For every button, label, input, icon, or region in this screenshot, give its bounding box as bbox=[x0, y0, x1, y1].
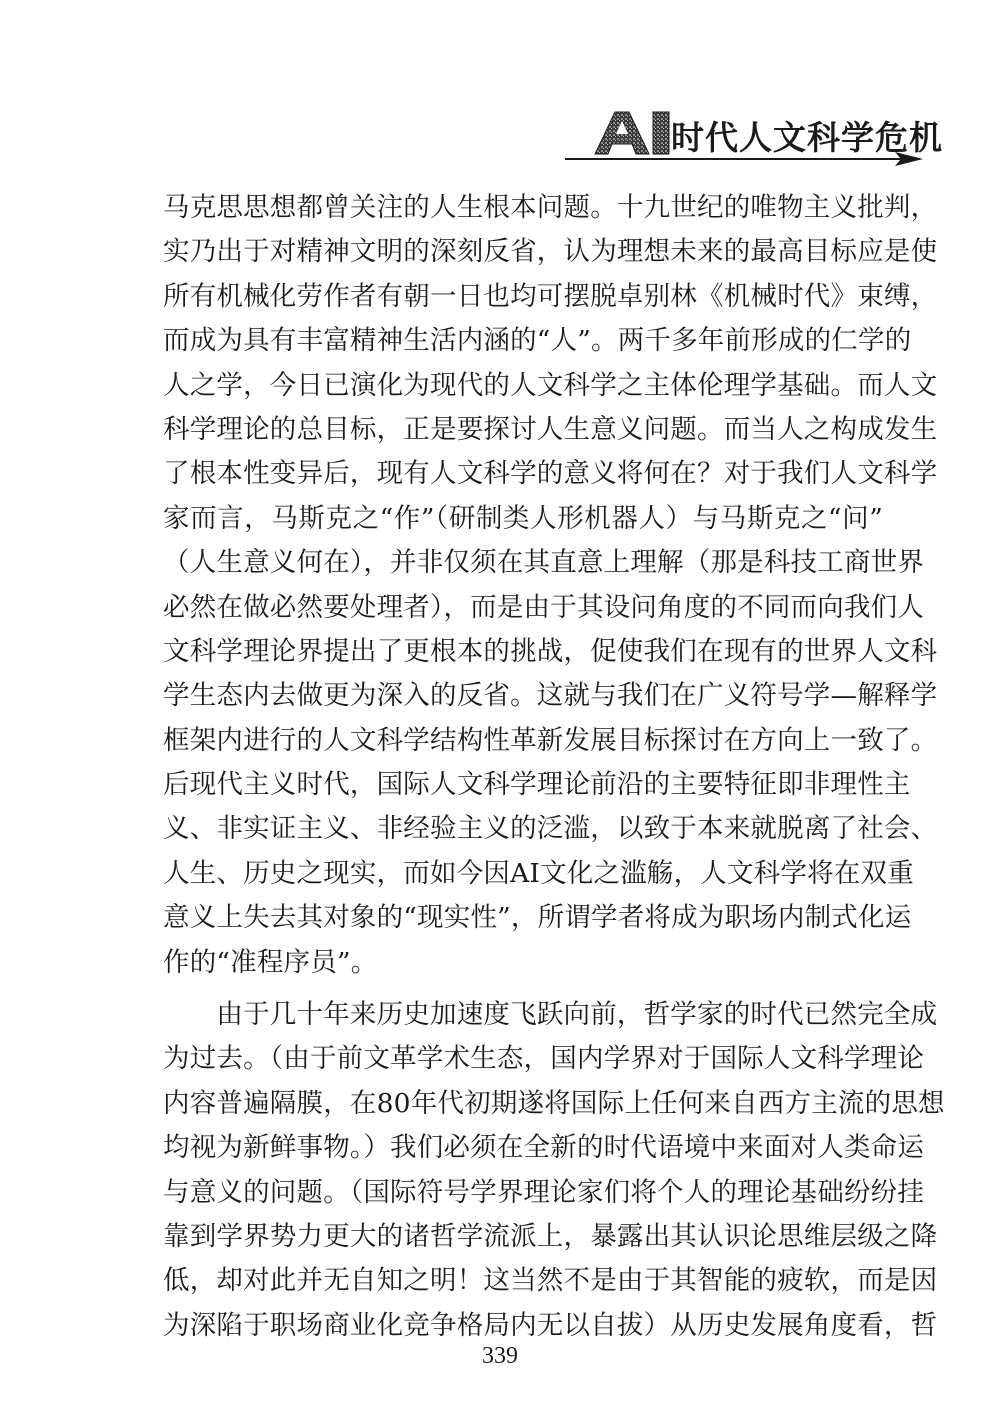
text-line: 科学理论的总目标，正是要探讨人生意义问题。而当人之构成发生 bbox=[163, 413, 938, 445]
text-line: 而成为具有丰富精神生活内涵的“人”。两千多年前形成的仁学的 bbox=[163, 325, 912, 357]
text-line: 文科学理论界提出了更根本的挑战，促使我们在现有的世界人文科 bbox=[163, 635, 938, 667]
text-line: 必然在做必然要处理者），而是由于其设问角度的不同而向我们人 bbox=[163, 591, 925, 623]
text-line: 实乃出于对精神文明的深刻反省，认为理想未来的最高目标应是使 bbox=[163, 236, 938, 268]
text-line: 后现代主义时代，国际人文科学理论前沿的主要特征即非理性主 bbox=[163, 769, 911, 801]
text-line: 与意义的问题。（国际符号学界理论家们将个人的理论基础纷纷挂 bbox=[163, 1176, 925, 1208]
page-number: 339 bbox=[482, 1343, 518, 1369]
text-line: 义、非实证主义、非经验主义的泛滥，以致于本来就脱离了社会、 bbox=[163, 813, 938, 845]
text-line: 了根本性变异后，现有人文科学的意义将何在？对于我们人文科学 bbox=[163, 458, 938, 490]
text-line: 均视为新鲜事物。）我们必须在全新的时代语境中来面对人类命运 bbox=[163, 1132, 925, 1164]
text-line: 低，却对此并无自知之明！这当然不是由于其智能的疲软，而是因 bbox=[163, 1265, 938, 1297]
header-title: 时代人文科学危机 bbox=[671, 118, 943, 157]
ai-logo bbox=[593, 110, 673, 156]
text-line: 人生、历史之现实，而如今因AI文化之滥觞，人文科学将在双重 bbox=[163, 857, 914, 889]
text-line: 靠到学界势力更大的诸哲学流派上，暴露出其认识论思维层级之降 bbox=[163, 1220, 938, 1252]
text-line: 人之学，今日已演化为现代的人文科学之主体伦理学基础。而人文 bbox=[163, 369, 938, 401]
header-arrow-rule bbox=[565, 152, 925, 172]
text-line: 为深陷于职场商业化竞争格局内无以自拔）从历史发展角度看，哲 bbox=[163, 1309, 938, 1341]
text-line: 马克思思想都曾关注的人生根本问题。十九世纪的唯物主义批判， bbox=[163, 192, 938, 223]
text-line: 家而言，马斯克之“作”（研制类人形机器人）与马斯克之“问” bbox=[163, 502, 883, 534]
text-line: 内容普遍隔膜，在80年代初期遂将国际上任何来自西方主流的思想 bbox=[163, 1087, 945, 1119]
text-line: 学生态内去做更为深入的反省。这就与我们在广义符号学—解释学 bbox=[163, 680, 938, 712]
running-header bbox=[565, 100, 943, 175]
text-line: 意义上失去其对象的“现实性”，所谓学者将成为职场内制式化运 bbox=[163, 902, 912, 934]
logo-text: AI bbox=[593, 110, 595, 111]
paragraph-start-line: 由于几十年来历史加速度飞跃向前，哲学家的时代已然完全成 bbox=[163, 999, 938, 1031]
text-line: 所有机械化劳作者有朝一日也均可摆脱卓别林《机械时代》束缚， bbox=[163, 280, 938, 312]
text-line: 作的“准程序员”。 bbox=[163, 946, 378, 978]
text-line: 框架内进行的人文科学结构性革新发展目标探讨在方向上一致了。 bbox=[163, 724, 938, 756]
text-line: （人生意义何在），并非仅须在其直意上理解（那是科技工商世界 bbox=[163, 547, 925, 579]
body-text bbox=[163, 186, 945, 1348]
text-line: 为过去。（由于前文革学术生态，国内学界对于国际人文科学理论 bbox=[163, 1043, 925, 1075]
